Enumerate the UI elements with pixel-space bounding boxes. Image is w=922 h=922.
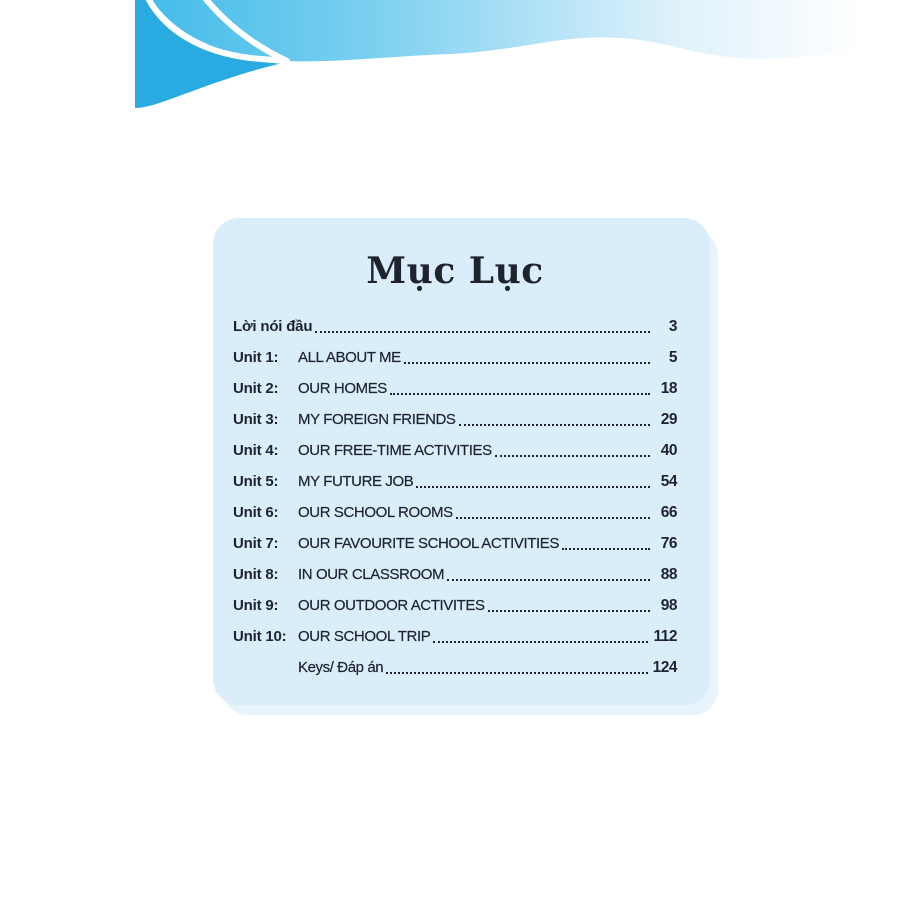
toc-row-label: Unit 8: bbox=[233, 566, 279, 583]
toc-page-number: 112 bbox=[653, 628, 677, 645]
toc-page-number: 18 bbox=[660, 380, 677, 397]
toc-page-number: 76 bbox=[660, 535, 677, 552]
toc-list bbox=[233, 311, 677, 683]
toc-page-number: 66 bbox=[660, 504, 677, 521]
toc-row bbox=[233, 466, 677, 497]
toc-row bbox=[233, 311, 677, 342]
toc-row bbox=[233, 435, 677, 466]
toc-row-title: OUR SCHOOL TRIP bbox=[298, 628, 431, 645]
toc-row-label: Lời nói đầu bbox=[233, 318, 313, 335]
dotted-leader bbox=[495, 455, 650, 457]
toc-row bbox=[233, 404, 677, 435]
wave-decoration-svg bbox=[0, 0, 922, 130]
toc-row-label: Unit 6: bbox=[233, 504, 279, 521]
toc-panel bbox=[213, 218, 710, 705]
toc-page-number: 5 bbox=[668, 349, 677, 366]
toc-row-label: Unit 1: bbox=[233, 349, 279, 366]
dotted-leader bbox=[562, 548, 650, 550]
toc-row-title: Keys/ Đáp án bbox=[298, 659, 384, 676]
wave-stripe-2 bbox=[205, 0, 287, 61]
page-title: Mục Lục bbox=[366, 250, 544, 292]
toc-row-title: OUR SCHOOL ROOMS bbox=[298, 504, 453, 521]
toc-row bbox=[233, 621, 677, 652]
toc-row-title: OUR HOMES bbox=[298, 380, 387, 397]
toc-row bbox=[233, 497, 677, 528]
dotted-leader bbox=[488, 610, 650, 612]
toc-row-title: OUR FREE-TIME ACTIVITIES bbox=[298, 442, 492, 459]
toc-row bbox=[233, 373, 677, 404]
wave-decoration bbox=[0, 0, 922, 130]
toc-row-label: Unit 10: bbox=[233, 628, 287, 645]
toc-row-label: Unit 3: bbox=[233, 411, 279, 428]
toc-row bbox=[233, 528, 677, 559]
toc-row-label: Unit 9: bbox=[233, 597, 279, 614]
wave-band bbox=[152, 0, 922, 61]
toc-row-title: MY FUTURE JOB bbox=[298, 473, 414, 490]
dotted-leader bbox=[315, 331, 650, 333]
dotted-leader bbox=[456, 517, 650, 519]
dotted-leader bbox=[433, 641, 648, 643]
dotted-leader bbox=[416, 486, 650, 488]
dotted-leader bbox=[459, 424, 650, 426]
toc-page-number: 124 bbox=[652, 659, 677, 676]
toc-row-title: OUR FAVOURITE SCHOOL ACTIVITIES bbox=[298, 535, 559, 552]
wave-dark-shape bbox=[135, 0, 287, 108]
toc-row bbox=[233, 652, 677, 683]
toc-row-label: Unit 4: bbox=[233, 442, 279, 459]
toc-page-number: 88 bbox=[660, 566, 677, 583]
toc-row-label: Unit 5: bbox=[233, 473, 279, 490]
toc-row-title: OUR OUTDOOR ACTIVITES bbox=[298, 597, 485, 614]
wave-stripe-1 bbox=[148, 0, 285, 61]
toc-page-number: 54 bbox=[660, 473, 677, 490]
toc-page-number: 40 bbox=[660, 442, 677, 459]
toc-row bbox=[233, 342, 677, 373]
dotted-leader bbox=[404, 362, 650, 364]
toc-row bbox=[233, 590, 677, 621]
toc-row-title: MY FOREIGN FRIENDS bbox=[298, 411, 456, 428]
toc-page-number: 29 bbox=[660, 411, 677, 428]
toc-row-title: IN OUR CLASSROOM bbox=[298, 566, 445, 583]
toc-row bbox=[233, 559, 677, 590]
toc-page-number: 98 bbox=[660, 597, 677, 614]
toc-row-label: Unit 2: bbox=[233, 380, 279, 397]
dotted-leader bbox=[390, 393, 650, 395]
dotted-leader bbox=[447, 579, 650, 581]
toc-page-number: 3 bbox=[668, 318, 677, 335]
toc-row-label: Unit 7: bbox=[233, 535, 279, 552]
dotted-leader bbox=[386, 672, 647, 674]
toc-row-title: ALL ABOUT ME bbox=[298, 349, 401, 366]
